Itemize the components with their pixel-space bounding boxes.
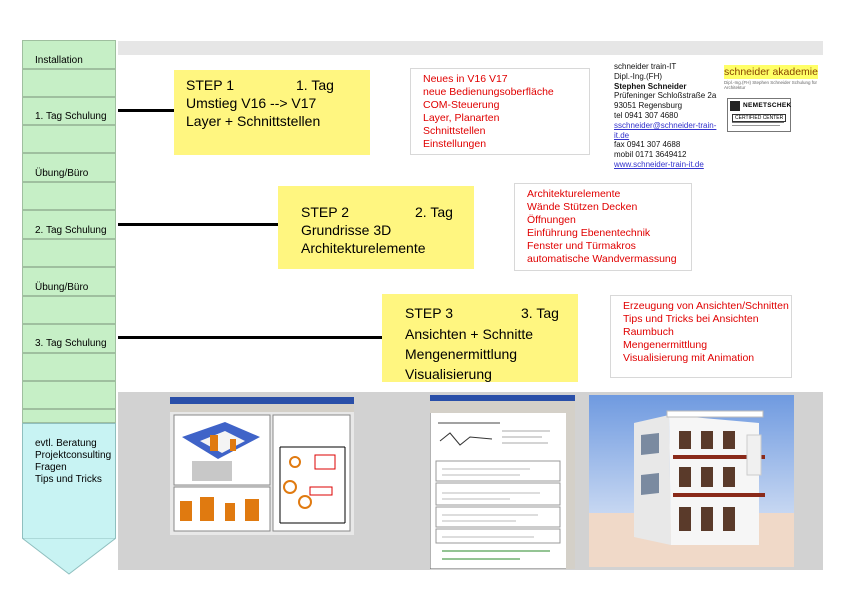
contact-city: 93051 Regensburg (614, 101, 683, 111)
topic-item: neue Bedienungsoberfläche (423, 86, 554, 98)
topic-item: Schnittstellen (423, 125, 486, 137)
topic-item: Fenster und Türmakros (527, 240, 636, 252)
schedule-cell (22, 210, 116, 239)
step3-line: Mengenermittlung (405, 346, 518, 362)
nemetschek-mark-icon (730, 101, 740, 111)
topic-item: Tips und Tricks bei Ansichten (623, 313, 759, 325)
schedule-label-day2: 2. Tag Schulung (35, 225, 107, 236)
step2-line: Architekturelemente (301, 240, 426, 256)
schedule-label-day1: 1. Tag Schulung (35, 111, 107, 122)
schedule-cell (22, 267, 116, 296)
akademie-logo: schneider akademie (724, 66, 818, 78)
schedule-cell (22, 125, 116, 153)
schedule-cell (22, 296, 116, 324)
step3-line: Ansichten + Schnitte (405, 326, 534, 342)
nemetschek-logo (727, 98, 791, 132)
step2-day: 2. Tag (415, 204, 453, 220)
contact-company: schneider train-IT (614, 62, 677, 71)
step1-label: STEP 1 (186, 77, 234, 93)
report-screenshot-image (430, 395, 575, 569)
topic-item: Erzeugung von Ansichten/Schnitten (623, 300, 789, 312)
topic-item: COM-Steuerung (423, 99, 500, 111)
schedule-label-practice2: Übung/Büro (35, 282, 89, 293)
schedule-cell (22, 239, 116, 267)
connector-line-step1 (118, 109, 174, 112)
contact-web-link[interactable]: www.schneider-train-it.de (614, 159, 704, 169)
topic-item: Raumbuch (623, 326, 674, 338)
contact-title: Dipl.-Ing.(FH) (614, 71, 663, 81)
nemetschek-name: NEMETSCHEK (743, 102, 792, 109)
step1-line: Layer + Schnittstellen (186, 113, 321, 129)
topic-item: Neues in V16 V17 (423, 73, 508, 85)
step1-box (174, 70, 370, 155)
step3-day: 3. Tag (521, 305, 559, 321)
schedule-cell (22, 97, 116, 125)
contact-name: Stephen Schneider (614, 81, 687, 91)
divider (732, 122, 784, 123)
topics-day1 (410, 68, 590, 155)
akademie-tagline: Dipl.-Ing.(FH) Stephen Schneider Schulung für Architektur (724, 80, 818, 90)
schedule-cell (22, 69, 116, 97)
schedule-cell (22, 409, 116, 423)
contact-mobil: mobil 0171 3649412 (614, 150, 687, 160)
schedule-cell (22, 40, 116, 69)
step2-box (278, 186, 474, 269)
step3-box (382, 294, 578, 382)
topic-item: Mengenermittlung (623, 339, 708, 351)
consulting-line: Tips und Tricks (35, 474, 102, 485)
topic-item: Öffnungen (527, 214, 576, 226)
consulting-line: Projektconsulting (35, 450, 112, 461)
topic-item: Layer, Planarten (423, 112, 500, 124)
step1-day: 1. Tag (296, 77, 334, 93)
schedule-cell (22, 324, 116, 353)
step2-label: STEP 2 (301, 204, 349, 220)
contact-fax: fax 0941 307 4688 (614, 140, 681, 150)
schedule-cell (22, 381, 116, 409)
consulting-line: evtl. Beratung (35, 438, 97, 449)
consulting-line: Fragen (35, 462, 67, 473)
step3-label: STEP 3 (405, 305, 453, 321)
topic-item: Wände Stützen Decken (527, 201, 638, 213)
schedule-column (22, 40, 118, 570)
topics-day2 (514, 183, 692, 271)
connector-line-step3 (118, 336, 382, 339)
contact-street: Prüfeninger Schloßstraße 2a (614, 91, 717, 101)
step2-line: Grundrisse 3D (301, 222, 392, 238)
topic-item: automatische Wandvermassung (527, 253, 677, 265)
contact-block (614, 62, 726, 170)
topic-item: Einstellungen (423, 138, 487, 150)
building-render-image (589, 395, 794, 567)
contact-tel: tel 0941 307 4680 (614, 110, 679, 120)
schedule-cell (22, 353, 116, 381)
arrow-down-icon (22, 538, 116, 576)
step1-line: Umstieg V16 --> V17 (186, 95, 317, 111)
schedule-label-installation: Installation (35, 55, 83, 66)
contact-email-link[interactable]: sschneider@schneider-train-it.de (614, 120, 717, 140)
topic-item: Einführung Ebenentechnik (527, 227, 651, 239)
divider (732, 125, 780, 126)
schedule-label-practice1: Übung/Büro (35, 168, 89, 179)
topic-item: Architekturelemente (527, 188, 621, 200)
top-band (118, 41, 823, 55)
schedule-cell (22, 153, 116, 182)
cad-screenshot-image (170, 397, 354, 535)
topics-day3 (610, 295, 792, 378)
topic-item: Visualisierung mit Animation (623, 352, 755, 364)
nemetschek-certified: CERTIFIED CENTER (732, 114, 786, 122)
step3-line: Visualisierung (405, 366, 492, 382)
schedule-label-day3: 3. Tag Schulung (35, 338, 107, 349)
schedule-cell (22, 182, 116, 210)
connector-line-step2 (118, 223, 278, 226)
consulting-cell (22, 423, 116, 538)
